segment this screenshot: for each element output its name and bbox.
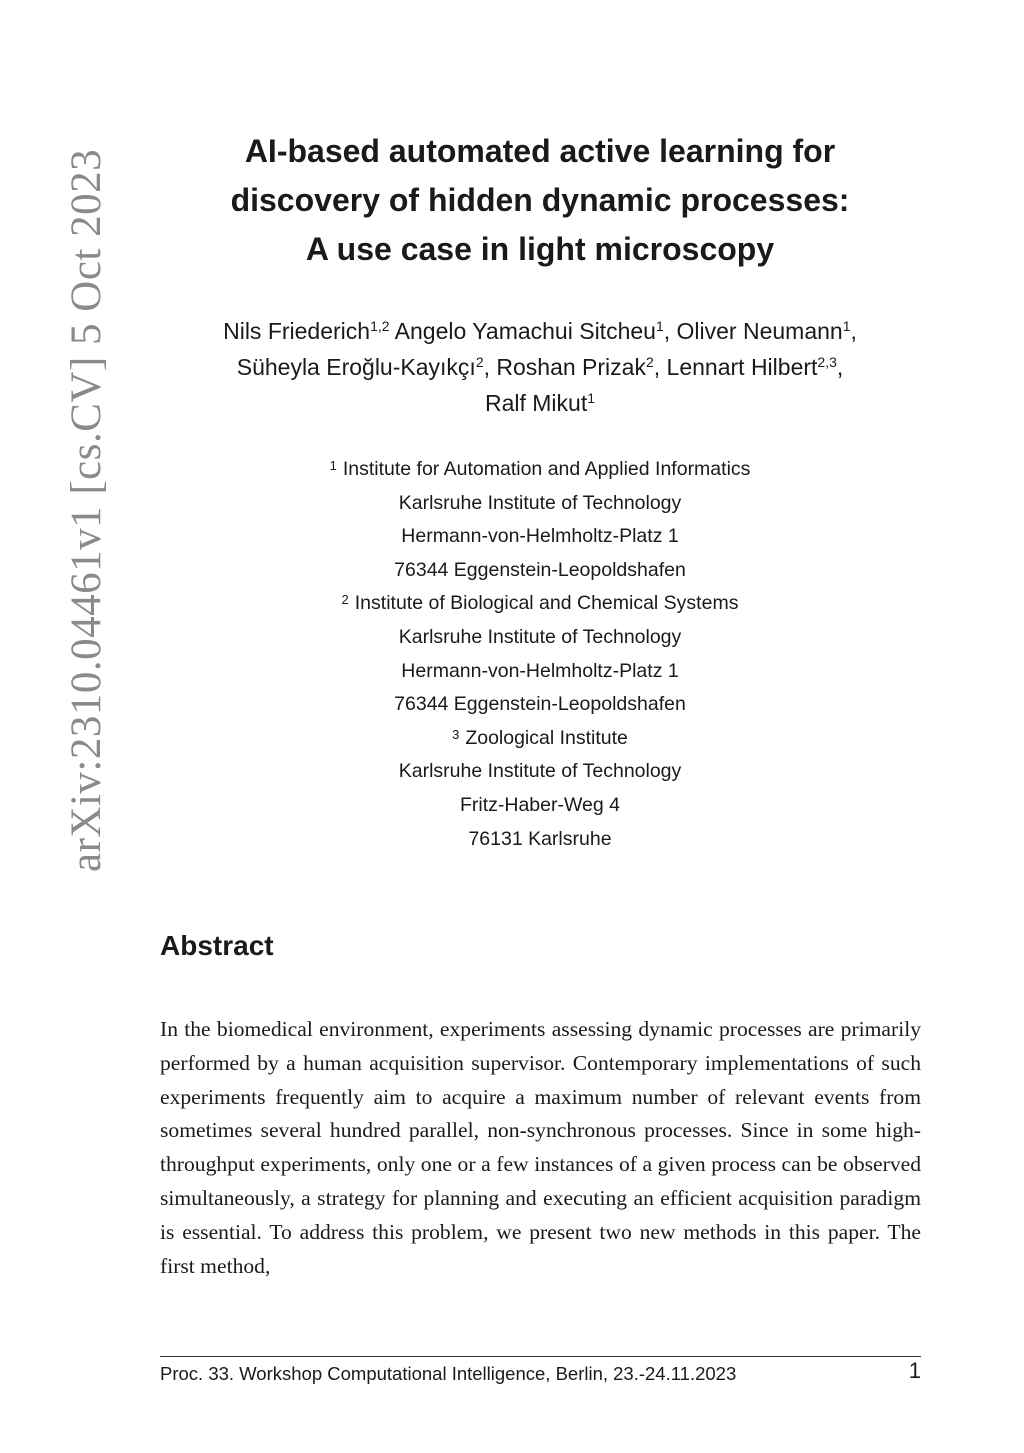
affiliation-line: Karlsruhe Institute of Technology bbox=[398, 625, 682, 648]
arxiv-identifier: arXiv:2310.04461v1 [cs.CV] 5 Oct 2023 bbox=[63, 148, 110, 872]
title-line: A use case in light microscopy bbox=[305, 231, 775, 267]
affiliation-marker: 2 bbox=[341, 592, 349, 608]
author-affiliation-marker: 1,2 bbox=[370, 318, 390, 334]
title-line: AI-based automated active learning for bbox=[244, 133, 836, 169]
abstract-heading: Abstract bbox=[160, 930, 274, 961]
author-name: Angelo Yamachui Sitcheu bbox=[394, 318, 656, 344]
author-name: Süheyla Eroğlu-Kayıkçı bbox=[236, 354, 476, 380]
affiliation-line: Hermann-von-Helmholtz-Platz 1 bbox=[401, 659, 679, 682]
author-name: Lennart Hilbert bbox=[666, 354, 818, 380]
paper-title bbox=[140, 127, 940, 274]
affiliation-line: 76131 Karlsruhe bbox=[468, 827, 612, 850]
author-name: Roshan Prizak bbox=[496, 354, 646, 380]
affiliation-line: 76344 Eggenstein-Leopoldshafen bbox=[394, 693, 686, 716]
author-name: Oliver Neumann bbox=[676, 318, 843, 344]
page-number: 1 bbox=[908, 1358, 921, 1383]
affiliation-line: Fritz-Haber-Weg 4 bbox=[459, 793, 620, 816]
arxiv-stamp bbox=[0, 0, 120, 900]
author-affiliation-marker: 2,3 bbox=[817, 354, 837, 370]
affiliation-name: $^1$ Institute for Automation and Applied Informatics bbox=[329, 458, 751, 480]
author-affiliation-marker: 1 bbox=[842, 318, 851, 334]
author-name: Ralf Mikut bbox=[484, 390, 588, 416]
author-affiliation-marker: 1 bbox=[655, 318, 664, 334]
author-affiliation-marker: 1 bbox=[587, 390, 596, 406]
author-affiliation-marker: 2 bbox=[475, 354, 484, 370]
author-name: Nils Friederich bbox=[223, 318, 371, 344]
author-line bbox=[140, 385, 940, 421]
footer-divider bbox=[160, 1356, 921, 1357]
affiliation-line: Karlsruhe Institute of Technology bbox=[398, 491, 682, 514]
affiliation-marker: 3 bbox=[452, 726, 460, 742]
footer-venue: Proc. 33. Workshop Computational Intelligence, Berlin, 23.-24.11.2023 bbox=[160, 1363, 737, 1384]
affiliation-list bbox=[140, 453, 940, 856]
affiliation-line: Karlsruhe Institute of Technology bbox=[398, 760, 682, 783]
author-line: Süheyla Eroğlu-Kayıkçı$^2$, Roshan Prizak$^2$, Lennart Hilbert$^{2,3}$, bbox=[236, 354, 844, 380]
affiliation-name: $^2$ Institute of Biological and Chemical Systems bbox=[341, 592, 739, 615]
title-line: discovery of hidden dynamic processes: bbox=[230, 182, 850, 218]
affiliation-line: 76344 Eggenstein-Leopoldshafen bbox=[394, 558, 686, 581]
affiliation-name: $^3$ Zoological Institute bbox=[452, 726, 628, 749]
affiliation-marker: 1 bbox=[329, 458, 337, 473]
author-affiliation-marker: 2 bbox=[645, 354, 654, 370]
affiliation-line: Hermann-von-Helmholtz-Platz 1 bbox=[401, 525, 679, 548]
author-list bbox=[140, 313, 940, 421]
abstract-text: In the biomedical environment, experiments assessing dynamic processes are primarily performed by a human acquisition supervisor. Contemporary implementations of such experiments frequently aim to acquire a maximum number of relevant events from sometimes several hundred parallel, non-synchronous processes. Since in some high-throughput experiments, only one or a few instances of a given process can be observed simultaneously, a strategy for planning and executing an efficient acquisition paradigm is essential. To address this problem, we present two new methods in this paper. The first method, bbox=[160, 1017, 921, 1278]
author-line: Nils Friederich$^{1,2}$ Angelo Yamachui Sitcheu$^1$, Oliver Neumann$^1$, bbox=[223, 318, 857, 344]
